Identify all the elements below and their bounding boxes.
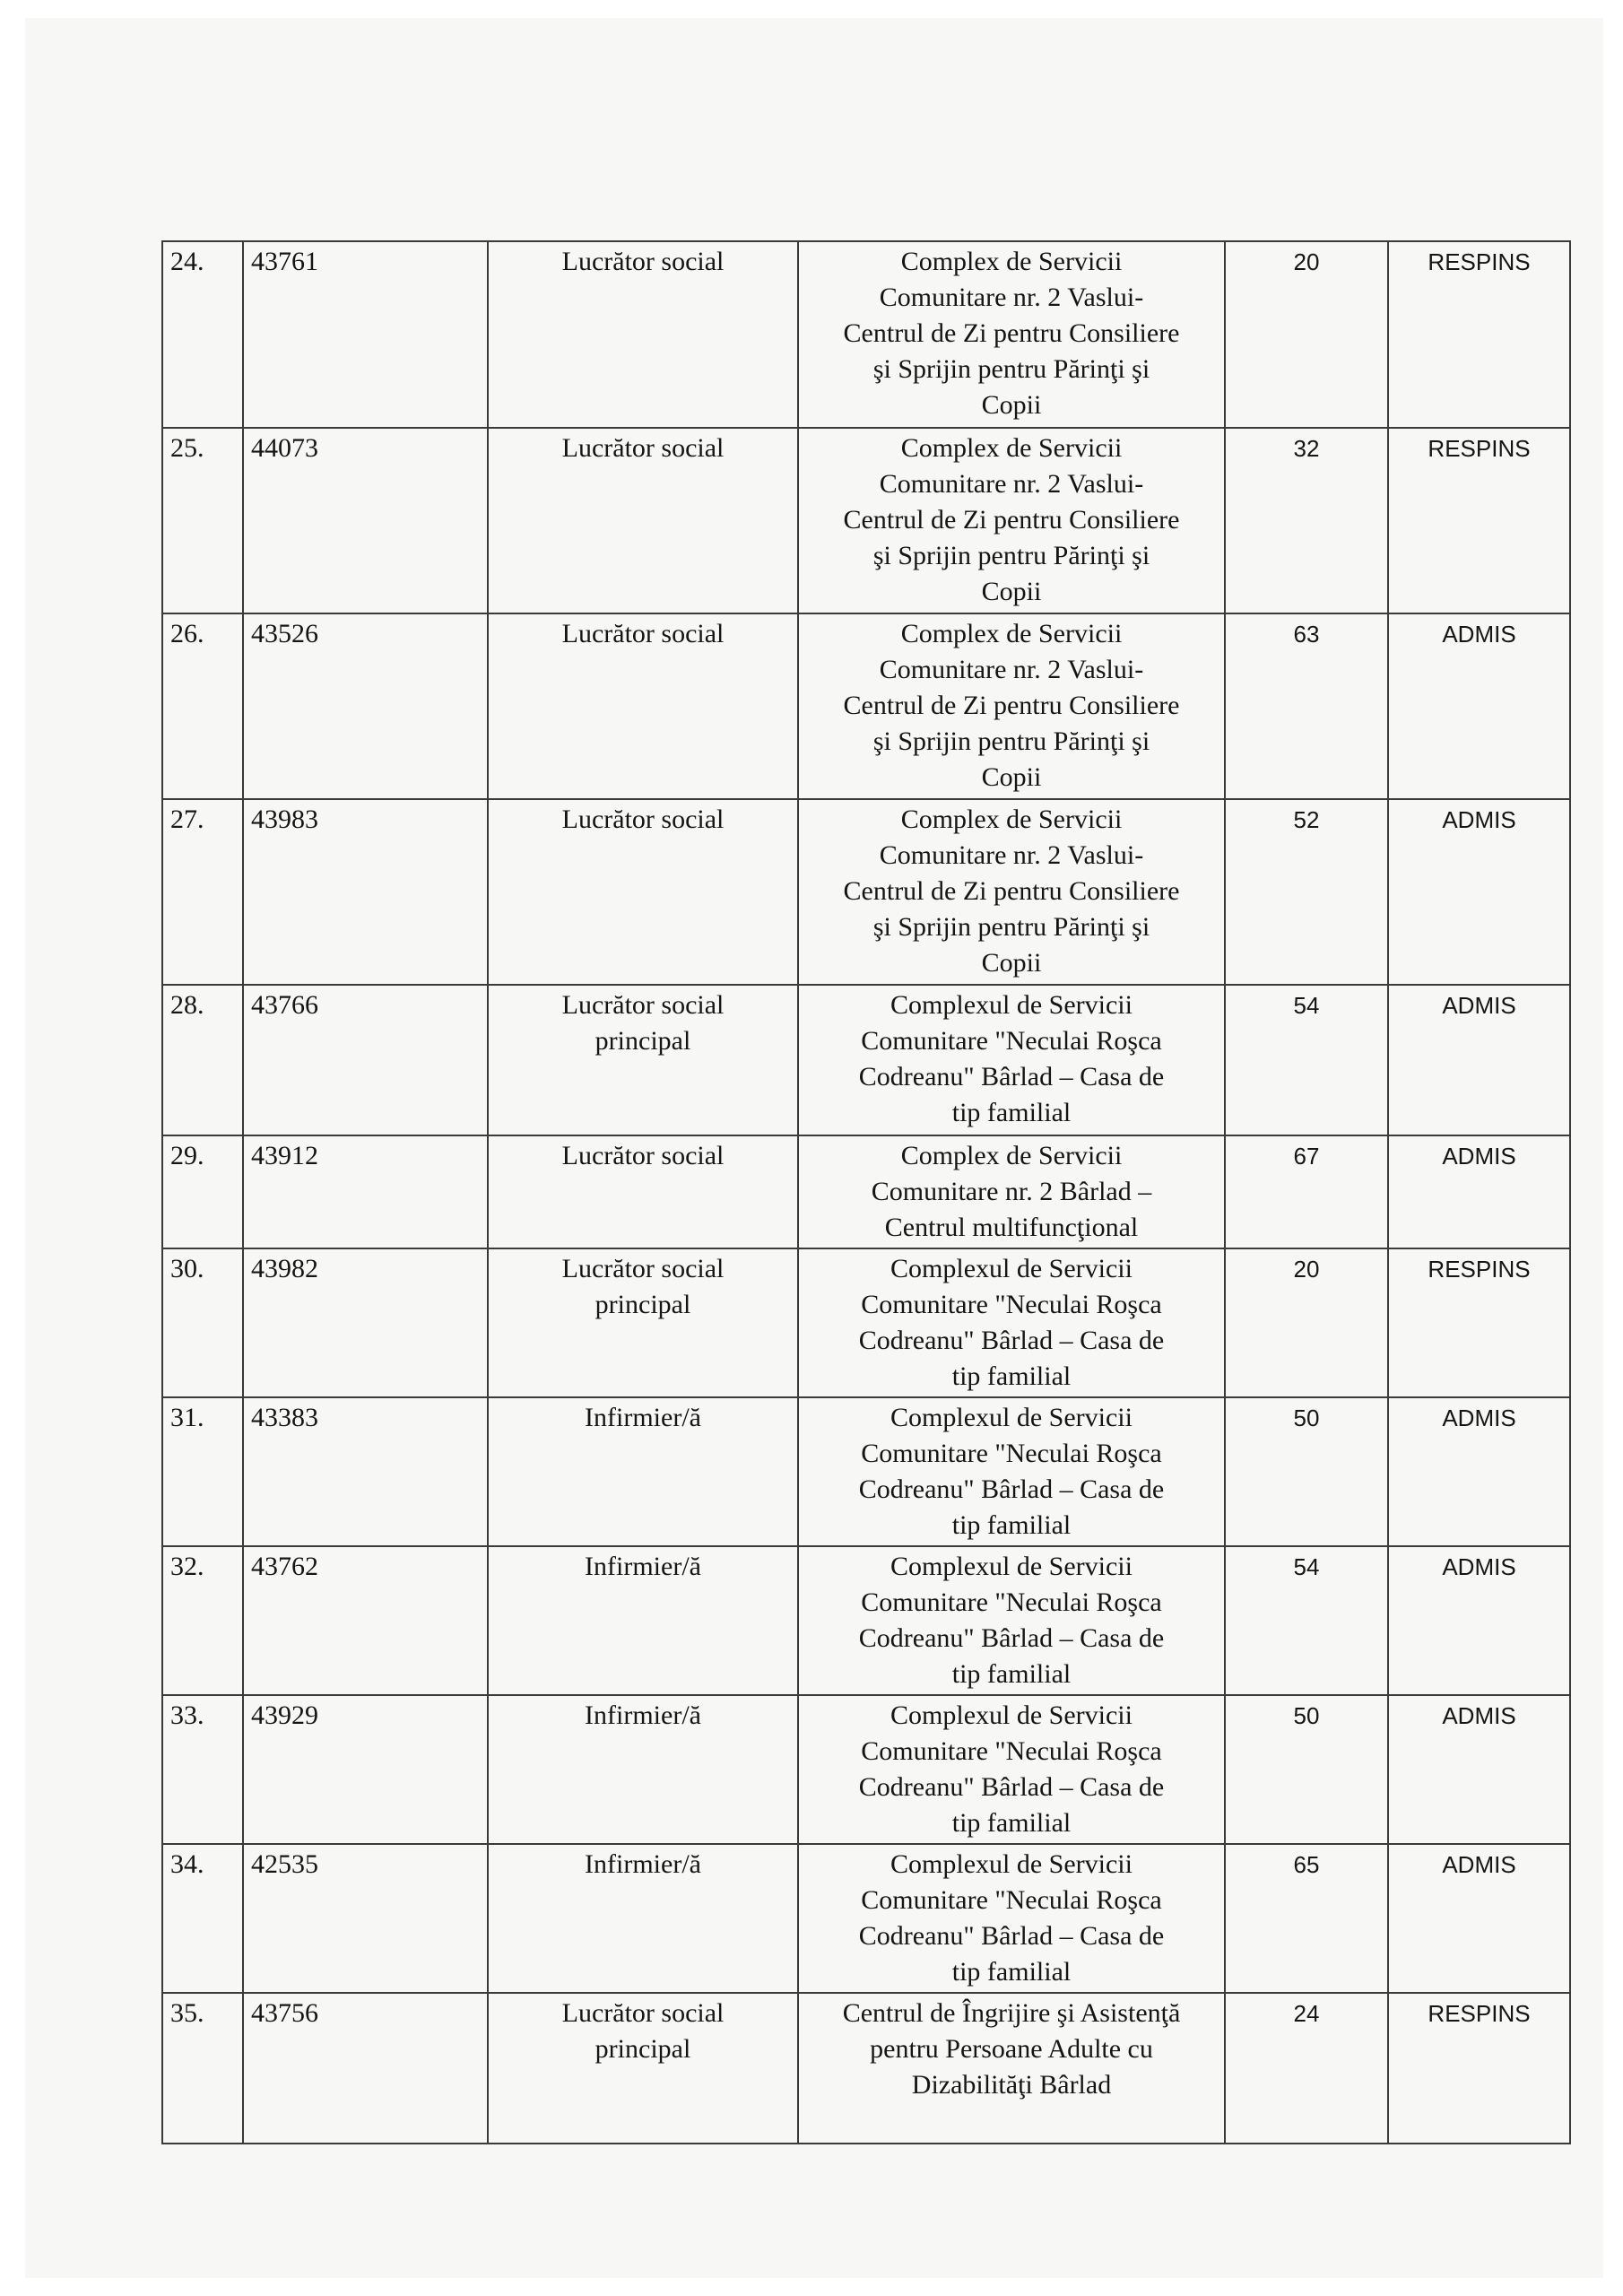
service-center-line: Comunitare nr. 2 Vaslui-: [879, 840, 1144, 870]
registration-code-cell: 43761: [243, 241, 488, 428]
registration-code-cell: 43983: [243, 799, 488, 985]
service-center-line: Complex de Servicii: [900, 433, 1123, 463]
registration-code-cell: 42535: [243, 1844, 488, 1993]
position-cell: [488, 1844, 798, 1993]
result-status-cell: RESPINS: [1388, 1993, 1570, 2144]
service-center-cell: [798, 1397, 1225, 1546]
position-cell: [488, 985, 798, 1135]
position-line: Lucrător social: [561, 433, 725, 463]
service-center-line: Centrul de Zi pentru Consiliere: [843, 505, 1180, 535]
score-cell: 54: [1225, 985, 1388, 1135]
service-center-cell: [798, 428, 1225, 613]
service-center-cell: [798, 985, 1225, 1135]
position-line: Infirmier/ă: [585, 1552, 701, 1581]
row-number-cell: 34.: [162, 1844, 243, 1993]
service-center-line: tip familial: [951, 1659, 1072, 1689]
score-cell: 54: [1225, 1546, 1388, 1695]
service-center-cell: [798, 241, 1225, 428]
position-line: Infirmier/ă: [585, 1403, 701, 1432]
score-cell: 67: [1225, 1135, 1388, 1248]
service-center-cell: [798, 799, 1225, 985]
row-number-cell: 33.: [162, 1695, 243, 1844]
position-line: principal: [595, 2034, 691, 2064]
service-center-line: Copii: [981, 762, 1042, 792]
row-number-cell: 28.: [162, 985, 243, 1135]
position-cell: [488, 1248, 798, 1397]
result-status-cell: ADMIS: [1388, 799, 1570, 985]
service-center-line: Centrul de Zi pentru Consiliere: [843, 691, 1180, 720]
service-center-line: tip familial: [951, 1957, 1072, 1987]
row-number-cell: 32.: [162, 1546, 243, 1695]
table-row: [162, 799, 1570, 985]
score-cell: 20: [1225, 1248, 1388, 1397]
position-line: Lucrător social: [561, 1254, 725, 1283]
service-center-line: Centrul de Zi pentru Consiliere: [843, 876, 1180, 906]
score-cell: 50: [1225, 1397, 1388, 1546]
service-center-line: tip familial: [951, 1808, 1072, 1838]
score-cell: 20: [1225, 241, 1388, 428]
table-row: [162, 428, 1570, 613]
result-status-cell: ADMIS: [1388, 985, 1570, 1135]
result-status-cell: RESPINS: [1388, 428, 1570, 613]
service-center-line: Codreanu" Bârlad – Casa de: [858, 1921, 1165, 1951]
service-center-line: tip familial: [951, 1361, 1072, 1391]
result-status-cell: RESPINS: [1388, 1248, 1570, 1397]
result-status-cell: ADMIS: [1388, 613, 1570, 799]
table-row: [162, 985, 1570, 1135]
service-center-line: şi Sprijin pentru Părinţi şi: [872, 726, 1150, 756]
row-number-cell: 27.: [162, 799, 243, 985]
position-cell: [488, 799, 798, 985]
registration-code-cell: 43982: [243, 1248, 488, 1397]
service-center-line: şi Sprijin pentru Părinţi şi: [872, 541, 1150, 570]
registration-code-cell: 43762: [243, 1546, 488, 1695]
position-cell: [488, 428, 798, 613]
score-cell: 50: [1225, 1695, 1388, 1844]
table-row: [162, 241, 1570, 428]
position-cell: [488, 1695, 798, 1844]
service-center-line: Centrul de Zi pentru Consiliere: [843, 318, 1180, 348]
service-center-line: Codreanu" Bârlad – Casa de: [858, 1772, 1165, 1802]
service-center-line: Complexul de Servicii: [890, 1849, 1133, 1879]
position-cell: [488, 1397, 798, 1546]
service-center-line: Copii: [981, 577, 1042, 606]
service-center-line: Dizabilităţi Bârlad: [911, 2070, 1112, 2100]
service-center-cell: [798, 1135, 1225, 1248]
position-line: Infirmier/ă: [585, 1849, 701, 1879]
position-line: principal: [595, 1290, 691, 1319]
service-center-line: pentru Persoane Adulte cu: [870, 2034, 1153, 2064]
table-row: [162, 1397, 1570, 1546]
service-center-line: tip familial: [951, 1098, 1072, 1127]
registration-code-cell: 43383: [243, 1397, 488, 1546]
row-number-cell: 31.: [162, 1397, 243, 1546]
position-cell: [488, 613, 798, 799]
service-center-line: Centrul de Îngrijire şi Asistenţă: [842, 1998, 1181, 2028]
row-number-cell: 30.: [162, 1248, 243, 1397]
score-cell: 32: [1225, 428, 1388, 613]
row-number-cell: 26.: [162, 613, 243, 799]
service-center-line: şi Sprijin pentru Părinţi şi: [872, 354, 1150, 384]
service-center-line: Comunitare "Neculai Roşca: [861, 1290, 1162, 1319]
position-cell: [488, 1135, 798, 1248]
results-table-body: [162, 241, 1570, 2144]
service-center-line: Comunitare "Neculai Roşca: [861, 1439, 1162, 1468]
service-center-cell: [798, 1844, 1225, 1993]
position-line: Lucrător social: [561, 619, 725, 648]
result-status-cell: ADMIS: [1388, 1844, 1570, 1993]
row-number-cell: 25.: [162, 428, 243, 613]
position-cell: [488, 1993, 798, 2144]
position-line: Lucrător social: [561, 990, 725, 1020]
service-center-line: Complexul de Servicii: [890, 1403, 1133, 1432]
table-row: [162, 1546, 1570, 1695]
service-center-line: Complexul de Servicii: [890, 1700, 1133, 1730]
result-status-cell: RESPINS: [1388, 241, 1570, 428]
registration-code-cell: 43526: [243, 613, 488, 799]
service-center-line: Complex de Servicii: [900, 1141, 1123, 1170]
results-table: [161, 240, 1571, 2144]
service-center-line: Codreanu" Bârlad – Casa de: [858, 1623, 1165, 1653]
table-row: [162, 1695, 1570, 1844]
service-center-line: Copii: [981, 948, 1042, 978]
table-row: [162, 1844, 1570, 1993]
score-cell: 63: [1225, 613, 1388, 799]
service-center-line: Complexul de Servicii: [890, 990, 1133, 1020]
table-row: [162, 1248, 1570, 1397]
registration-code-cell: 43912: [243, 1135, 488, 1248]
service-center-cell: [798, 613, 1225, 799]
position-line: Lucrător social: [561, 1998, 725, 2028]
service-center-cell: [798, 1993, 1225, 2144]
position-line: principal: [595, 1026, 691, 1056]
position-line: Infirmier/ă: [585, 1700, 701, 1730]
position-cell: [488, 241, 798, 428]
position-line: Lucrător social: [561, 1141, 725, 1170]
service-center-line: Comunitare "Neculai Roşca: [861, 1587, 1162, 1617]
result-status-cell: ADMIS: [1388, 1546, 1570, 1695]
service-center-line: Comunitare "Neculai Roşca: [861, 1026, 1162, 1056]
service-center-line: Complex de Servicii: [900, 619, 1123, 648]
score-cell: 52: [1225, 799, 1388, 985]
service-center-line: tip familial: [951, 1510, 1072, 1540]
table-row: [162, 1135, 1570, 1248]
service-center-line: Codreanu" Bârlad – Casa de: [858, 1474, 1165, 1504]
position-line: Lucrător social: [561, 247, 725, 276]
service-center-line: Codreanu" Bârlad – Casa de: [858, 1326, 1165, 1355]
row-number-cell: 35.: [162, 1993, 243, 2144]
service-center-line: Comunitare nr. 2 Vaslui-: [879, 283, 1144, 312]
service-center-line: Complex de Servicii: [900, 804, 1123, 834]
registration-code-cell: 44073: [243, 428, 488, 613]
service-center-line: Comunitare "Neculai Roşca: [861, 1885, 1162, 1915]
service-center-line: Codreanu" Bârlad – Casa de: [858, 1062, 1165, 1091]
service-center-line: Copii: [981, 390, 1042, 420]
service-center-line: Comunitare nr. 2 Vaslui-: [879, 655, 1144, 684]
registration-code-cell: 43929: [243, 1695, 488, 1844]
service-center-cell: [798, 1695, 1225, 1844]
service-center-line: Comunitare "Neculai Roşca: [861, 1736, 1162, 1766]
position-line: Lucrător social: [561, 804, 725, 834]
service-center-line: Comunitare nr. 2 Vaslui-: [879, 469, 1144, 499]
service-center-line: Centrul multifuncţional: [884, 1213, 1139, 1242]
service-center-line: Complex de Servicii: [900, 247, 1123, 276]
service-center-cell: [798, 1546, 1225, 1695]
service-center-line: Complexul de Servicii: [890, 1552, 1133, 1581]
registration-code-cell: 43766: [243, 985, 488, 1135]
registration-code-cell: 43756: [243, 1993, 488, 2144]
result-status-cell: ADMIS: [1388, 1397, 1570, 1546]
row-number-cell: 29.: [162, 1135, 243, 1248]
result-status-cell: ADMIS: [1388, 1695, 1570, 1844]
position-cell: [488, 1546, 798, 1695]
table-row: [162, 1993, 1570, 2144]
service-center-line: Complexul de Servicii: [890, 1254, 1133, 1283]
row-number-cell: 24.: [162, 241, 243, 428]
score-cell: 24: [1225, 1993, 1388, 2144]
service-center-cell: [798, 1248, 1225, 1397]
table-row: [162, 613, 1570, 799]
result-status-cell: ADMIS: [1388, 1135, 1570, 1248]
service-center-line: Comunitare nr. 2 Bârlad –: [871, 1177, 1152, 1206]
score-cell: 65: [1225, 1844, 1388, 1993]
service-center-line: şi Sprijin pentru Părinţi şi: [872, 912, 1150, 942]
